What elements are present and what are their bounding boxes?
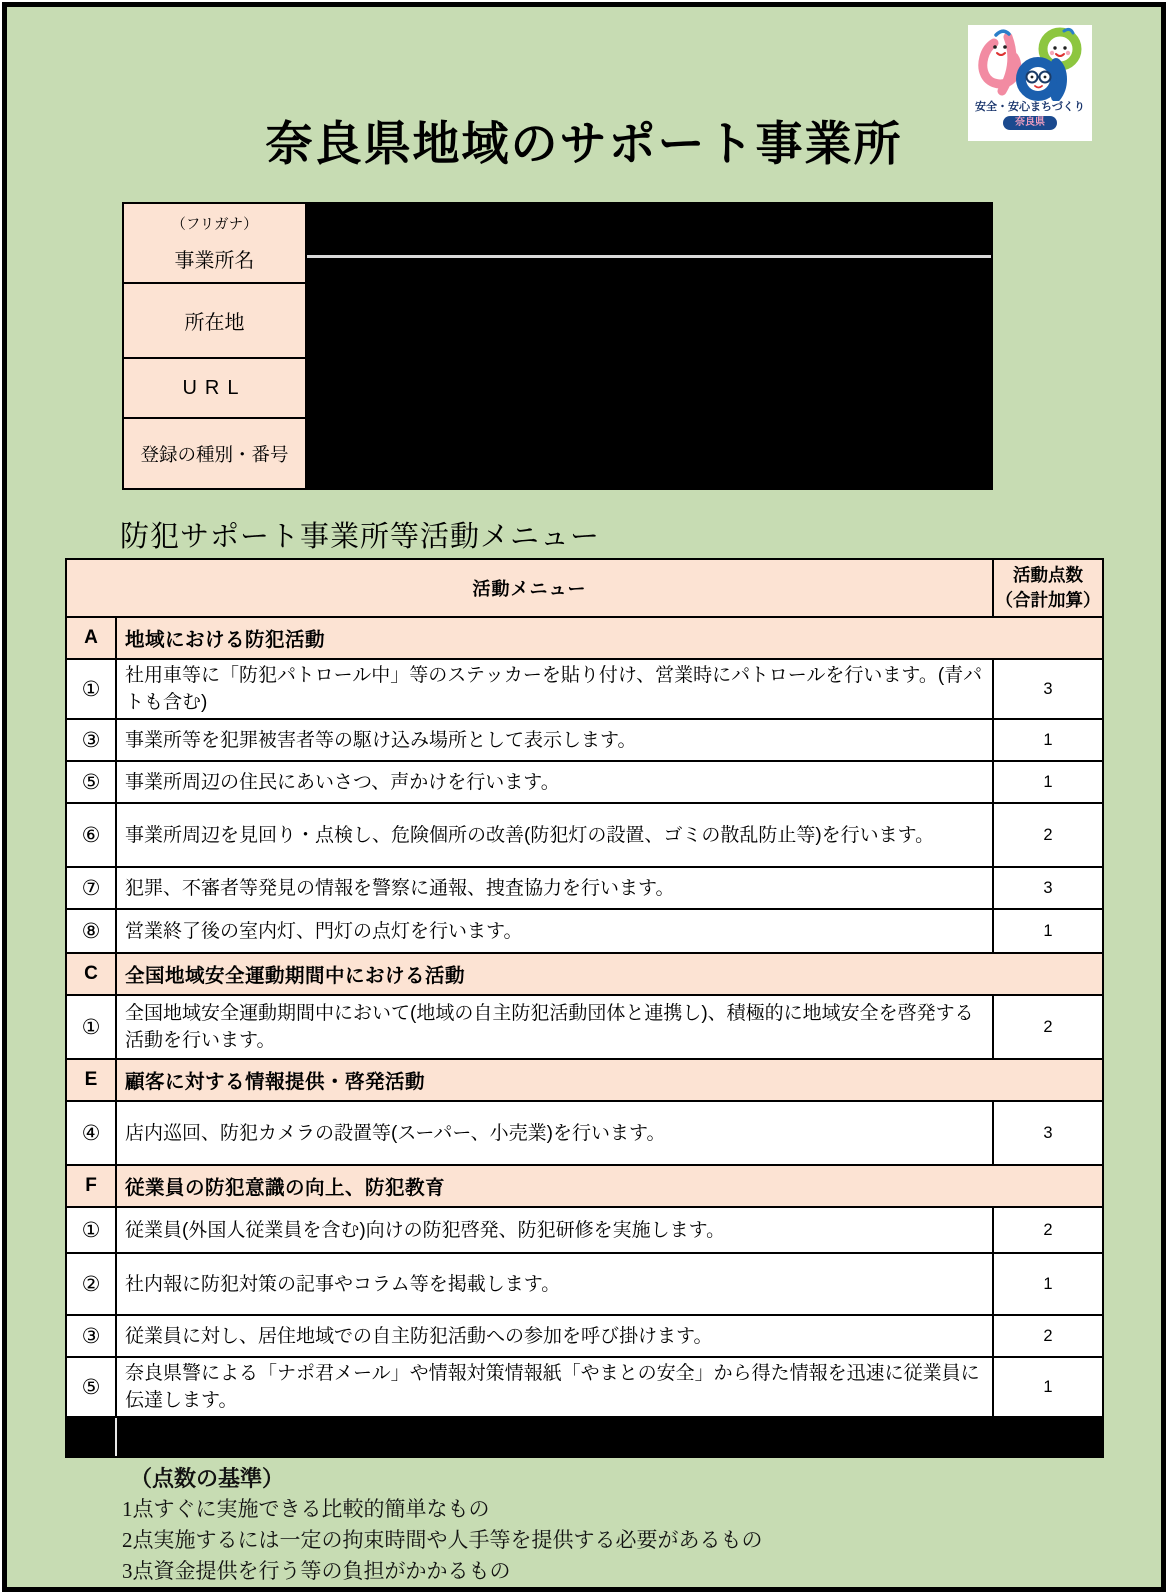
item-number: ②: [66, 1253, 116, 1315]
item-row: [66, 803, 1103, 867]
item-number: ③: [66, 1315, 116, 1357]
business-name-label: 事業所名: [174, 250, 255, 272]
item-text: 事業所周辺を見回り・点検し、危険個所の改善(防犯灯の設置、ゴミの散乱防止等)を行います。: [116, 803, 993, 867]
item-text: 従業員(外国人従業員を含む)向けの防犯啓発、防犯研修を実施します。: [116, 1207, 993, 1253]
section-row-E: E 顧客に対する情報提供・啓発活動: [66, 1059, 1103, 1101]
item-text: 全国地域安全運動期間中において(地域の自主防犯活動団体と連携し)、積極的に地域安全を啓発する活動を行います。: [116, 995, 993, 1059]
points-column-header: 活動点数 （合計加算）: [993, 559, 1103, 617]
item-points: 3: [993, 1101, 1103, 1165]
item-number: ③: [66, 719, 116, 761]
safety-mascot-logo-icon: [972, 27, 1088, 101]
registration-label-cell: 登録の種別・番号: [123, 418, 306, 489]
item-number: ①: [66, 995, 116, 1059]
item-number: ⑥: [66, 803, 116, 867]
info-row-registration: [123, 418, 992, 489]
section-row-C: C 全国地域安全運動期間中における活動: [66, 953, 1103, 995]
activity-menu-heading: 防犯サポート事業所等活動メニュー: [120, 521, 601, 553]
item-text: 営業終了後の室内灯、門灯の点灯を行います。: [116, 909, 993, 953]
address-value-redacted: [306, 283, 992, 358]
info-row-name: [123, 203, 992, 283]
item-number: ⑤: [66, 1357, 116, 1417]
section-row-F: F 従業員の防犯意識の向上、防犯教育: [66, 1165, 1103, 1207]
info-row-url: [123, 358, 992, 418]
points-criteria-notes: [122, 1463, 763, 1587]
item-text: 社用車等に「防犯パトロール中」等のステッカーを貼り付け、営業時にパトロールを行います。(青パトも含む): [116, 659, 993, 719]
item-row: [66, 1357, 1103, 1417]
menu-header-row: [66, 559, 1103, 617]
item-number: ④: [66, 1101, 116, 1165]
item-points: 2: [993, 1315, 1103, 1357]
url-value-redacted: [306, 358, 992, 418]
item-number: ①: [66, 659, 116, 719]
item-text: 社内報に防犯対策の記事やコラム等を掲載します。: [116, 1253, 993, 1315]
item-points: 3: [993, 659, 1103, 719]
redacted-row: [66, 1417, 1103, 1457]
section-row-A: A 地域における防犯活動: [66, 617, 1103, 659]
redacted-cell: [66, 1417, 116, 1457]
item-points: 1: [993, 719, 1103, 761]
redacted-cell: [116, 1417, 1103, 1457]
registration-value-redacted: [306, 418, 992, 489]
document-page: [2, 2, 1166, 1592]
item-number: ⑦: [66, 867, 116, 909]
item-points: 1: [993, 909, 1103, 953]
item-text: 従業員に対し、居住地域での自主防犯活動への参加を呼び掛けます。: [116, 1315, 993, 1357]
url-label-cell: URL: [123, 358, 306, 418]
item-points: 2: [993, 803, 1103, 867]
item-text: 奈良県警による「ナポ君メール」や情報対策情報紙「やまとの安全」から得た情報を迅速に従業員に伝達します。: [116, 1357, 993, 1417]
item-row: [66, 995, 1103, 1059]
activity-menu-table: [65, 558, 1104, 1458]
criteria-line-3: 3点資金提供を行う等の負担がかかるもの: [122, 1559, 511, 1583]
logo-pref-badge: 奈良県: [1003, 116, 1057, 130]
item-row: [66, 867, 1103, 909]
name-label-cell: [123, 203, 306, 283]
item-text: 事業所周辺の住民にあいさつ、声かけを行います。: [116, 761, 993, 803]
item-number: ①: [66, 1207, 116, 1253]
criteria-line-1: 1点すぐに実施できる比較的簡単なもの: [122, 1497, 490, 1521]
item-row: [66, 1207, 1103, 1253]
furigana-divider-line: [307, 229, 991, 258]
criteria-line-2: 2点実施するには一定の拘束時間や人手等を提供する必要があるもの: [122, 1528, 763, 1552]
furigana-label: （フリガナ）: [171, 217, 258, 233]
item-row: [66, 659, 1103, 719]
item-row: [66, 1253, 1103, 1315]
item-points: 1: [993, 1253, 1103, 1315]
business-info-table: [122, 202, 993, 490]
address-label-cell: 所在地: [123, 283, 306, 358]
item-points: 2: [993, 995, 1103, 1059]
item-row: [66, 761, 1103, 803]
menu-column-header: 活動メニュー: [66, 559, 993, 617]
item-number: ⑧: [66, 909, 116, 953]
item-number: ⑤: [66, 761, 116, 803]
item-points: 1: [993, 761, 1103, 803]
item-text: 事業所等を犯罪被害者等の駆け込み場所として表示します。: [116, 719, 993, 761]
item-row: [66, 909, 1103, 953]
item-row: [66, 719, 1103, 761]
logo-caption: 安全・安心まちづくり: [975, 101, 1085, 113]
item-points: 2: [993, 1207, 1103, 1253]
item-text: 犯罪、不審者等発見の情報を警察に通報、捜査協力を行います。: [116, 867, 993, 909]
item-row: [66, 1315, 1103, 1357]
info-row-address: [123, 283, 992, 358]
page-title: 奈良県地域のサポート事業所: [265, 117, 903, 170]
item-points: 1: [993, 1357, 1103, 1417]
business-name-value-redacted: [306, 203, 992, 283]
item-points: 3: [993, 867, 1103, 909]
criteria-heading: （点数の基準）: [130, 1466, 285, 1491]
item-row: [66, 1101, 1103, 1165]
item-text: 店内巡回、防犯カメラの設置等(スーパー、小売業)を行います。: [116, 1101, 993, 1165]
